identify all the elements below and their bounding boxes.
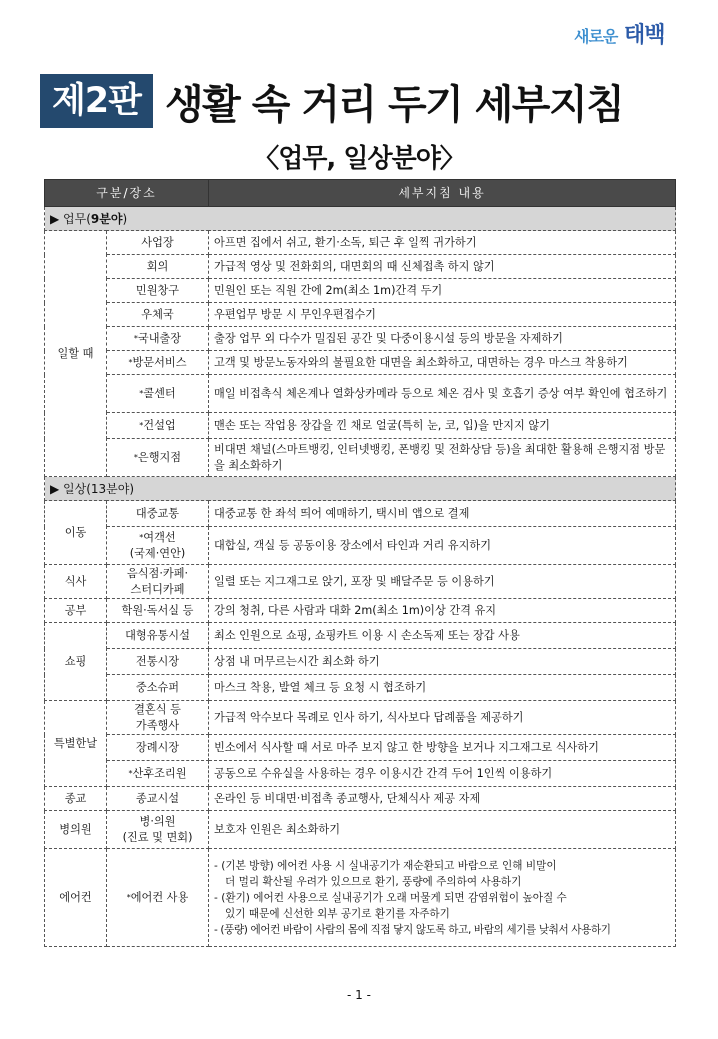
table-row: [45, 623, 676, 649]
page-subtitle: 〈업무, 일상분야〉: [253, 144, 465, 174]
aircon-line-3: - (환기) 에어컨 사용으로 실내공기가 오래 머물게 되면 감염위험이 높아질 수: [214, 891, 567, 904]
place-cell: [107, 761, 209, 787]
place-cell: 장례시장: [107, 735, 209, 761]
desc-cell: 출장 업무 외 다수가 밀집된 공간 및 다중이용시설 등의 방문을 자제하기: [209, 327, 676, 351]
star-mark: *: [139, 420, 144, 430]
aircon-desc-cell: [209, 849, 676, 947]
table-row: [45, 761, 676, 787]
place-cell: [107, 811, 209, 849]
place-label-2: (국제·연안): [129, 546, 186, 560]
table-row: [45, 279, 676, 303]
category-food: 식사: [45, 565, 107, 599]
desc-cell: 대중교통 한 좌석 띄어 예매하기, 택시비 앱으로 결제: [209, 501, 676, 527]
desc-cell: 대합실, 객실 등 공동이용 장소에서 타인과 거리 유지하기: [209, 527, 676, 565]
aircon-line-4: 있기 때문에 신선한 외부 공기로 환기를 자주하기: [225, 907, 450, 920]
category-hospital: 병의원: [45, 811, 107, 849]
star-mark: *: [128, 768, 133, 778]
table-row: [45, 849, 676, 947]
table-row: [45, 327, 676, 351]
desc-cell: 강의 청취, 다른 사람과 대화 2m(최소 1m)이상 간격 유지: [209, 599, 676, 623]
logo-text-first: 새로운: [574, 27, 618, 46]
desc-cell: 맨손 또는 작업용 장갑을 낀 채로 얼굴(특히 눈, 코, 입)을 만지지 않기: [209, 413, 676, 439]
place-cell: 민원창구: [107, 279, 209, 303]
place-cell: 회의: [107, 255, 209, 279]
table-row: [45, 599, 676, 623]
table-row: [45, 255, 676, 279]
aircon-line-5: - (풍량) 에어컨 바람이 사람의 몸에 직접 닿지 않도록 하고, 바람의 세기를 낮춰서 사용하기: [214, 923, 611, 936]
aircon-line-2: 더 멀리 확산될 우려가 있으므로 환기, 풍량에 주의하여 사용하기: [225, 875, 522, 888]
section-work: [45, 207, 676, 231]
table-row: [45, 501, 676, 527]
category-religion: 종교: [45, 787, 107, 811]
place-label: 병·의원: [139, 814, 176, 828]
desc-cell: 가급적 악수보다 목례로 인사 하기, 식사보다 답례품을 제공하기: [209, 701, 676, 735]
table-row: [45, 811, 676, 849]
place-label: 여객선: [143, 530, 176, 544]
section-daily-label: ▶ 일상(13분야): [45, 477, 676, 501]
table-row: [45, 439, 676, 477]
table-row: [45, 351, 676, 375]
desc-cell: 온라인 등 비대면·비접촉 종교행사, 단체식사 제공 자제: [209, 787, 676, 811]
place-cell: [107, 565, 209, 599]
category-shop: 쇼핑: [45, 623, 107, 701]
place-cell: [107, 527, 209, 565]
page-header: [40, 74, 623, 128]
place-label: 건설업: [143, 418, 176, 432]
table-row: [45, 735, 676, 761]
star-mark: *: [128, 357, 133, 367]
star-mark: *: [139, 532, 144, 542]
category-study: 공부: [45, 599, 107, 623]
desc-cell: 아프면 집에서 쉬고, 환기·소독, 퇴근 후 일찍 귀가하기: [209, 231, 676, 255]
place-label: 산후조리원: [132, 766, 187, 780]
place-cell: [107, 849, 209, 947]
table-row: [45, 565, 676, 599]
section-work-count: 9분야: [90, 211, 123, 226]
table-row: [45, 413, 676, 439]
place-cell: [107, 375, 209, 413]
desc-cell: 비대면 채널(스마트뱅킹, 인터넷뱅킹, 폰뱅킹 및 전화상담 등)을 최대한 활용해 은행지점 방문을 최소화하기: [209, 439, 676, 477]
desc-cell: 민원인 또는 직원 간에 2m(최소 1m)간격 두기: [209, 279, 676, 303]
section-daily: [45, 477, 676, 501]
desc-cell: 마스크 착용, 발열 체크 등 요청 시 협조하기: [209, 675, 676, 701]
place-label: 결혼식 등: [134, 702, 181, 716]
place-label-2: (진료 및 면회): [122, 830, 193, 844]
section-work-suffix: ): [122, 211, 128, 226]
table-row: [45, 231, 676, 255]
section-work-label: [45, 207, 676, 231]
desc-cell: 가급적 영상 및 전화회의, 대면회의 때 신체접촉 하지 않기: [209, 255, 676, 279]
table-row: [45, 787, 676, 811]
col-header-content: 세부지침 내용: [209, 180, 676, 207]
desc-cell: 최소 인원으로 쇼핑, 쇼핑카트 이용 시 손소독제 또는 장갑 사용: [209, 623, 676, 649]
place-cell: 대중교통: [107, 501, 209, 527]
table-row: [45, 375, 676, 413]
star-mark: *: [126, 892, 131, 902]
table-row: [45, 649, 676, 675]
desc-cell: 고객 및 방문노동자와의 불필요한 대면을 최소화하고, 대면하는 경우 마스크 착용하기: [209, 351, 676, 375]
desc-cell: 일렬 또는 지그재그로 앉기, 포장 및 배달주문 등 이용하기: [209, 565, 676, 599]
place-label: 음식점·카페·: [126, 566, 189, 580]
place-cell: [107, 439, 209, 477]
section-work-prefix: ▶ 업무(: [50, 211, 91, 226]
logo-text-second: 태백: [624, 22, 665, 48]
aircon-line-1: - (기본 방향) 에어컨 사용 시 실내공기가 재순환되고 바람으로 인해 비말이: [214, 859, 557, 872]
category-move: 이동: [45, 501, 107, 565]
table-header-row: [45, 180, 676, 207]
city-logo: [574, 18, 665, 49]
place-label: 방문서비스: [132, 355, 187, 369]
table-row: [45, 701, 676, 735]
table-row: [45, 675, 676, 701]
place-label: 에어컨 사용: [130, 890, 189, 904]
place-label: 콜센터: [143, 386, 176, 400]
place-cell: 전통시장: [107, 649, 209, 675]
place-cell: [107, 413, 209, 439]
place-label-2: 가족행사: [135, 718, 180, 732]
category-aircon: 에어컨: [45, 849, 107, 947]
category-special: 특별한날: [45, 701, 107, 787]
place-cell: [107, 327, 209, 351]
place-label-2: 스터디카페: [130, 582, 185, 596]
col-header-category: 구분/장소: [45, 180, 209, 207]
desc-cell: 보호자 인원은 최소화하기: [209, 811, 676, 849]
category-work: 일할 때: [45, 231, 107, 477]
guideline-table: [44, 179, 676, 947]
desc-cell: 상점 내 머무르는시간 최소화 하기: [209, 649, 676, 675]
place-label: 은행지점: [137, 450, 182, 464]
star-mark: *: [133, 452, 138, 462]
table-row: [45, 527, 676, 565]
desc-cell: 빈소에서 식사할 때 서로 마주 보지 않고 한 방향을 보거나 지그재그로 식사하기: [209, 735, 676, 761]
place-cell: [107, 701, 209, 735]
page-title: 생활 속 거리 두기 세부지침: [164, 81, 624, 128]
desc-cell: 공동으로 수유실을 사용하는 경우 이용시간 간격 두어 1인씩 이용하기: [209, 761, 676, 787]
place-cell: 종교시설: [107, 787, 209, 811]
desc-cell: 우편업무 방문 시 무인우편접수기: [209, 303, 676, 327]
place-cell: 사업장: [107, 231, 209, 255]
place-cell: 우체국: [107, 303, 209, 327]
star-mark: *: [139, 388, 144, 398]
place-label: 국내출장: [137, 331, 182, 345]
table-row: [45, 303, 676, 327]
place-cell: 대형유통시설: [107, 623, 209, 649]
place-cell: [107, 351, 209, 375]
edition-badge: 제2판: [40, 74, 153, 128]
place-cell: 중소슈퍼: [107, 675, 209, 701]
page-number: - 1 -: [347, 988, 371, 1002]
desc-cell: 매일 비접촉식 체온계나 열화상카메라 등으로 체온 검사 및 호흡기 증상 여부 확인에 협조하기: [209, 375, 676, 413]
star-mark: *: [133, 333, 138, 343]
place-cell: 학원·독서실 등: [107, 599, 209, 623]
